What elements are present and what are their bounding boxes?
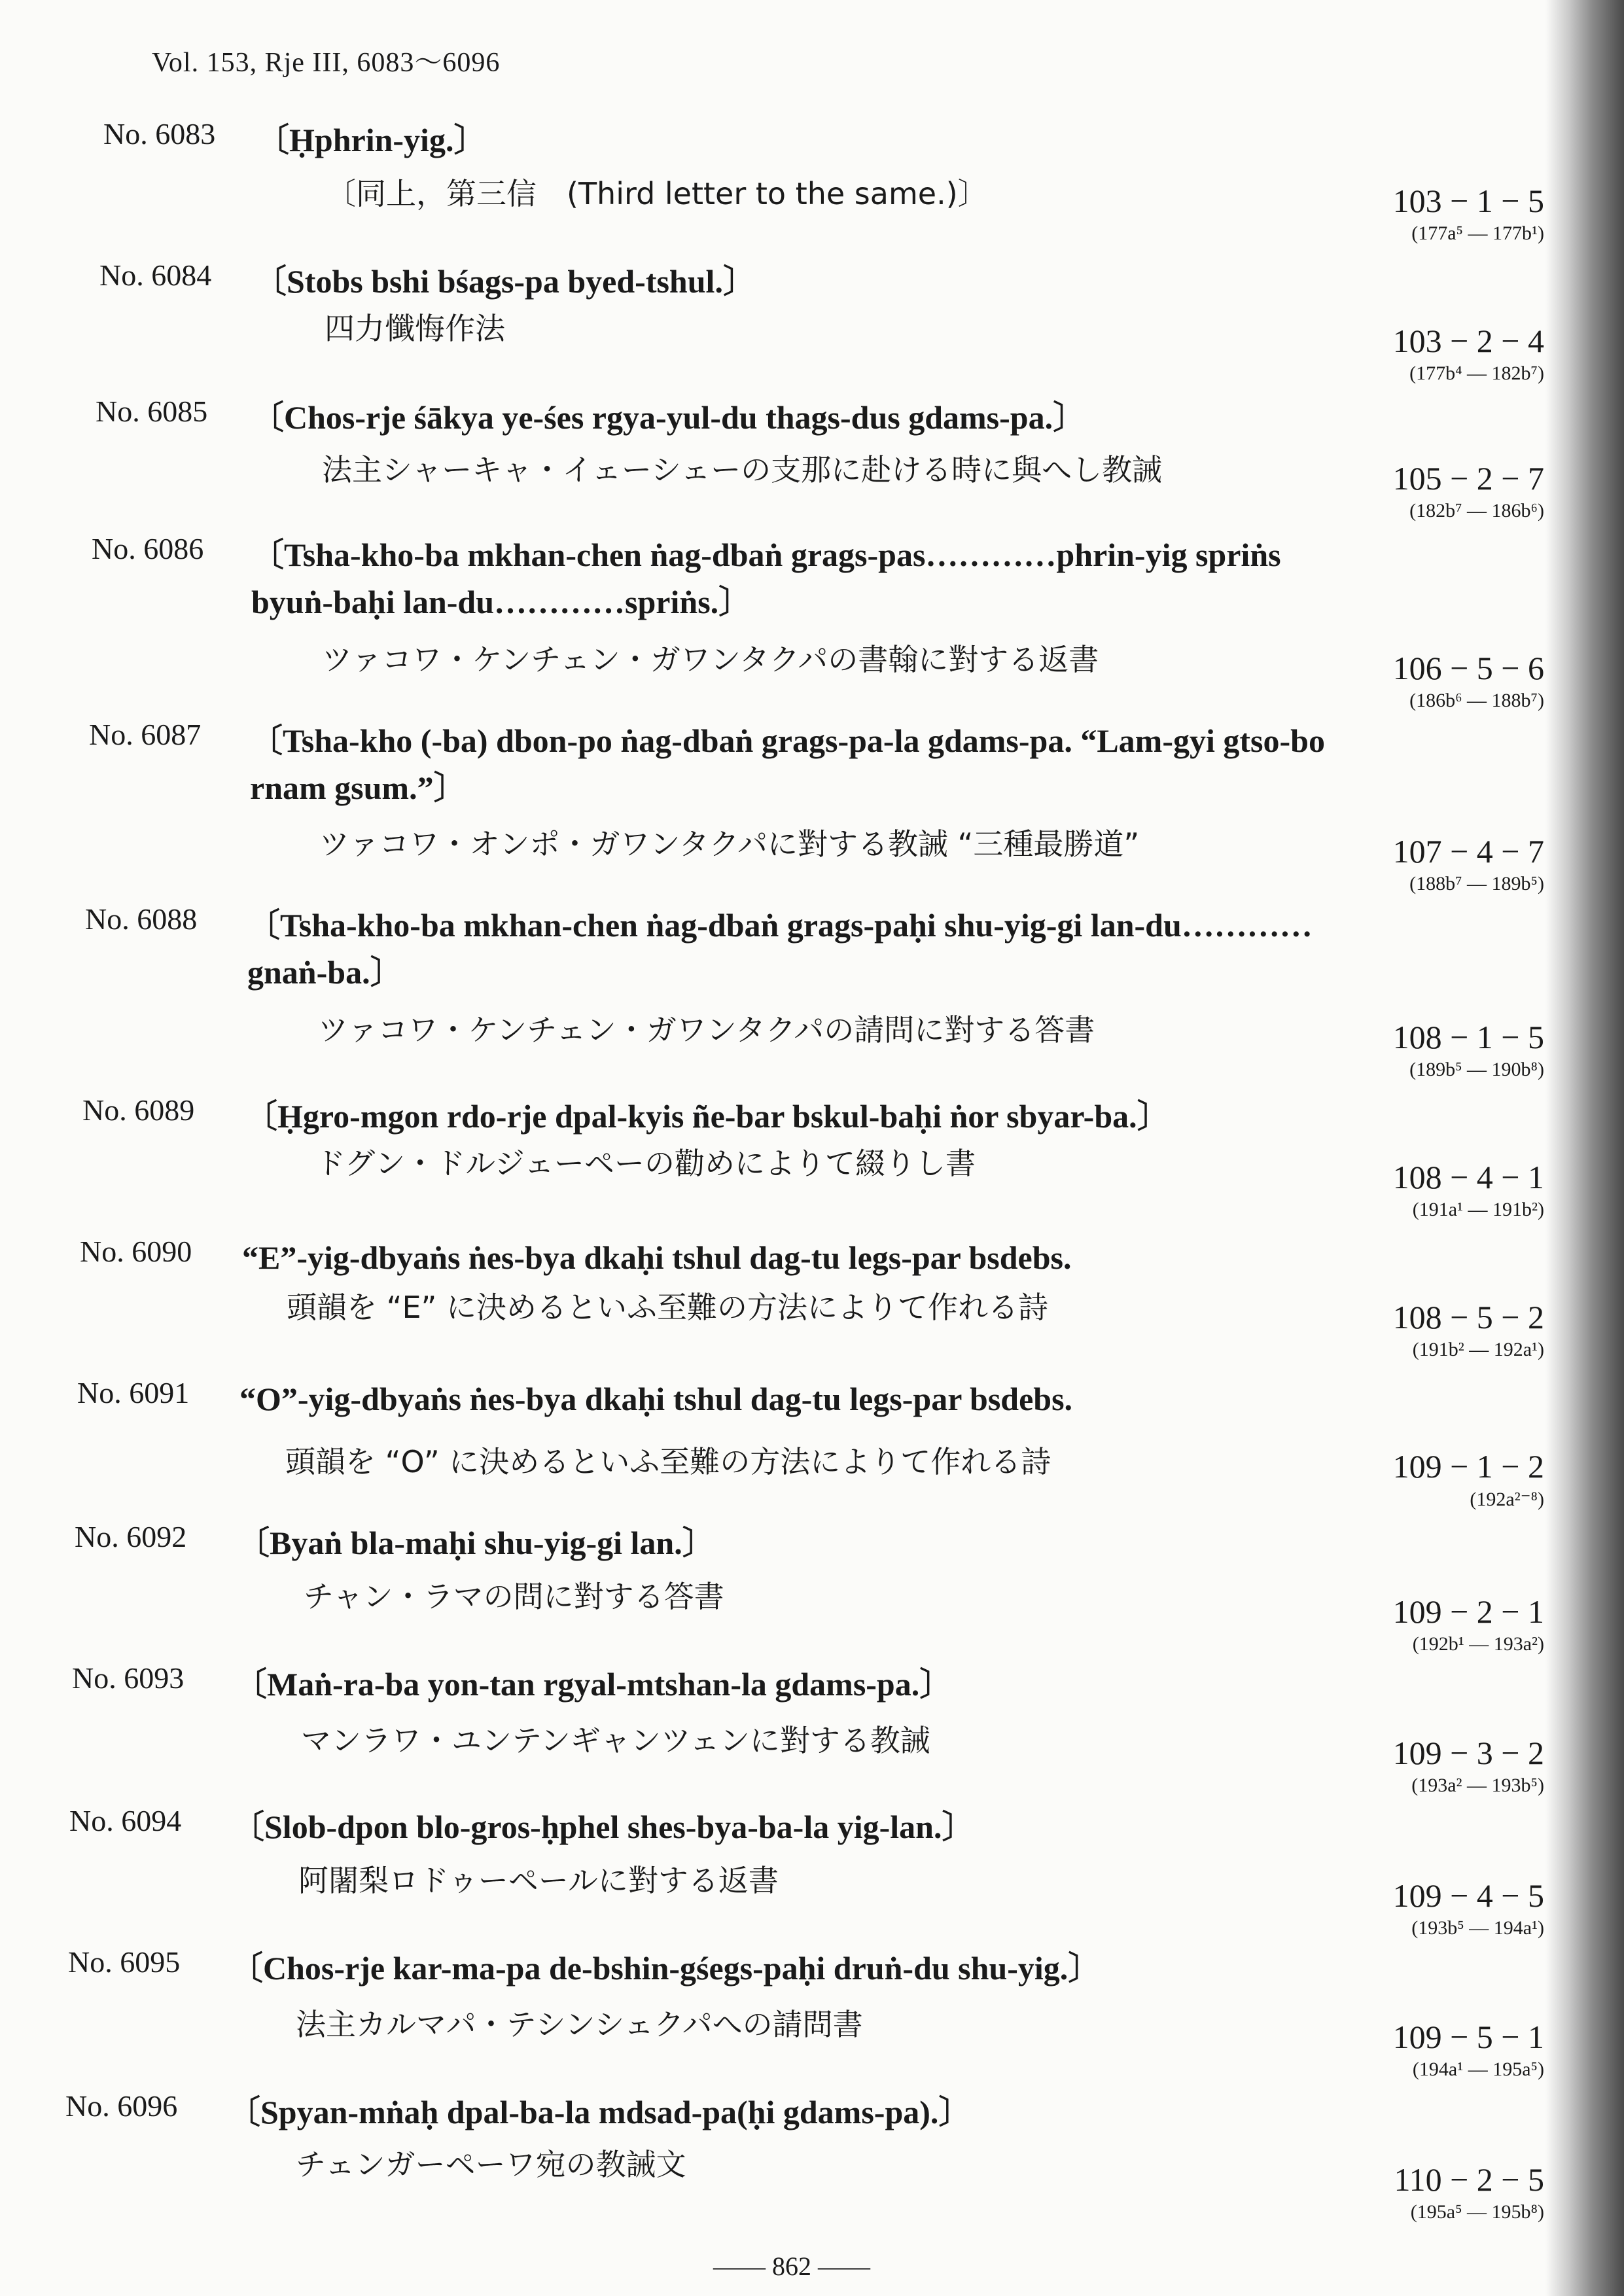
entry-number: No. 6087: [89, 718, 202, 751]
folio-range: (192a²⁻⁸): [1470, 1489, 1544, 1510]
location-number: 109 − 5 − 1: [1392, 2019, 1544, 2055]
location-number: 106 − 5 − 6: [1392, 650, 1544, 686]
entry-japanese-title: 〔同上，第三信 (Third letter to the same.)〕: [326, 176, 988, 211]
location-number: 103 − 2 − 4: [1392, 323, 1544, 359]
entry-number: No. 6090: [80, 1235, 192, 1268]
location-number: 110 − 2 − 5: [1394, 2161, 1544, 2198]
folio-range: (191b² — 192a¹): [1412, 1339, 1544, 1360]
page-number: —— 862 ——: [713, 2252, 870, 2281]
scan-edge-shadow: [1545, 0, 1624, 2296]
folio-range: (177b⁴ — 182b⁷): [1409, 362, 1544, 384]
entry-location: [1328, 1734, 1544, 1797]
entry-number: No. 6089: [82, 1093, 195, 1127]
entry-location: [1328, 459, 1544, 522]
entry-title: 〔Maṅ-ra-ba yon-tan rgyal-mtshan-la gdams-pa.〕: [234, 1666, 953, 1703]
entry-title: 〔Tsha-kho-ba mkhan-chen ṅag-dbaṅ grags-paḥi shu-yig-gi lan-du…………gnaṅ-ba.〕: [247, 907, 1313, 991]
entry-location: [1328, 1298, 1544, 1361]
entry-title: 〔Ḥphrin-yig.〕: [256, 122, 487, 158]
entry-japanese-title: マンラワ・ユンテンギャンツェンに對する教誡: [301, 1723, 930, 1758]
entry-number: No. 6088: [85, 902, 198, 936]
entry-number: No. 6086: [92, 532, 204, 565]
entry-japanese-title: 頭韻を “E” に決めるといふ至難の方法によりて作れる詩: [287, 1290, 1048, 1325]
entry-location: [1328, 1158, 1544, 1221]
location-number: 108 − 4 − 1: [1392, 1159, 1544, 1195]
entry-title: 〔Spyan-mṅaḥ dpal-ba-la mdsad-pa(ḥi gdams-pa).〕: [228, 2094, 972, 2130]
entry-japanese-title: 頭韻を “O” に決めるといふ至難の方法によりて作れる詩: [285, 1444, 1051, 1479]
location-number: 105 − 2 − 7: [1392, 460, 1544, 497]
folio-range: (182b⁷ — 186b⁶): [1409, 500, 1544, 521]
folio-range: (191a¹ — 191b²): [1412, 1199, 1544, 1220]
entry-title: 〔Chos-rje kar-ma-pa de-bshin-gśegs-paḥi druṅ-du shu-yig.〕: [230, 1950, 1101, 1987]
location-number: 108 − 5 − 2: [1392, 1299, 1544, 1335]
folio-range: (188b⁷ — 189b⁵): [1409, 873, 1544, 894]
entry-title: 〔Byaṅ bla-maḥi shu-yig-gi lan.〕: [237, 1525, 715, 1561]
entry-location: [1328, 649, 1544, 712]
folio-range: (186b⁶ — 188b⁷): [1409, 690, 1544, 711]
entry-location: [1328, 1447, 1544, 1511]
entry-japanese-title: 法主カルマパ・テシンシェクパへの請問書: [296, 2007, 863, 2042]
location-number: 107 − 4 − 7: [1392, 833, 1544, 870]
running-head: Vol. 153, Rje III, 6083～6096: [152, 48, 501, 78]
location-number: 109 − 1 − 2: [1392, 1448, 1544, 1485]
entry-location: [1328, 1018, 1544, 1081]
folio-range: (189b⁵ — 190b⁸): [1409, 1059, 1544, 1080]
location-number: 109 − 3 − 2: [1392, 1735, 1544, 1771]
folio-range: (192b¹ — 193a²): [1412, 1633, 1544, 1655]
entry-title: “E”-yig-dbyaṅs ṅes-bya dkaḥi tshul dag-tu legs-par bsdebs.: [242, 1239, 1072, 1276]
location-number: 108 − 1 − 5: [1392, 1019, 1544, 1055]
folio-range: (177a⁵ — 177b¹): [1411, 222, 1544, 244]
entry-title: 〔Chos-rje śākya ye-śes rgya-yul-du thags-dus gdams-pa.〕: [251, 399, 1086, 436]
folio-range: (194a¹ — 195a⁵): [1412, 2058, 1544, 2080]
entry-location: [1328, 2161, 1544, 2223]
entry-title: 〔Stobs bshi bśags-pa byed-tshul.〕: [254, 263, 756, 300]
entry-japanese-title: ツァコワ・ケンチェン・ガワンタクパの請問に對する答書: [318, 1012, 1095, 1048]
entry-location: [1328, 832, 1544, 895]
entry-title: 〔Tsha-kho-ba mkhan-chen ṅag-dbaṅ grags-pas…………phrin-yig spriṅs byuṅ-baḥi lan-du…………spriṅs.〕: [251, 537, 1281, 620]
entry-japanese-title: 法主シャーキャ・イェーシェーの支那に赴ける時に與へし教誡: [322, 452, 1163, 487]
entry-number: No. 6095: [68, 1945, 181, 1979]
entry-location: [1328, 182, 1544, 245]
location-number: 109 − 4 − 5: [1392, 1877, 1544, 1914]
entry-number: No. 6085: [96, 395, 208, 428]
entry-title: 〔Tsha-kho (-ba) dbon-po ṅag-dbaṅ grags-pa-la gdams-pa. “Lam-gyi gtso-bo rnam gsum.”〕: [250, 722, 1325, 806]
entry-japanese-title: 阿闍梨ロドゥーペールに對する返書: [298, 1863, 779, 1898]
entry-japanese-title: ツァコワ・オンポ・ガワンタクパに對する教誡 “三種最勝道”: [319, 826, 1140, 862]
entry-title: “O”-yig-dbyaṅs ṅes-bya dkaḥi tshul dag-tu legs-par bsdebs.: [239, 1381, 1073, 1417]
entry-number: No. 6092: [75, 1520, 187, 1553]
location-number: 103 − 1 − 5: [1392, 183, 1544, 219]
entry-number: No. 6091: [77, 1376, 190, 1409]
entry-number: No. 6093: [72, 1661, 185, 1695]
entry-number: No. 6094: [69, 1804, 182, 1837]
entry-title: 〔Slob-dpon blo-gros-ḥphel shes-bya-ba-la yig-lan.〕: [232, 1809, 975, 1845]
entry-title: 〔Ḥgro-mgon rdo-rje dpal-kyis ñe-bar bskul-baḥi ṅor sbyar-ba.〕: [245, 1098, 1170, 1135]
entry-location: [1328, 322, 1544, 385]
entry-japanese-title: ツァコワ・ケンチェン・ガワンタクパの書翰に對する返書: [322, 642, 1099, 677]
folio-range: (193a² — 193b⁵): [1411, 1775, 1544, 1796]
entry-number: No. 6084: [99, 258, 212, 292]
entry-japanese-title: 四力懺悔作法: [325, 311, 505, 346]
entry-location: [1328, 1877, 1544, 1939]
entry-japanese-title: ドグン・ドルジェーペーの勸めによりて綴りし書: [315, 1146, 976, 1181]
entry-japanese-title: チャン・ラマの問に對する答書: [304, 1579, 724, 1614]
entry-japanese-title: チェンガーペーワ宛の教誡文: [296, 2147, 686, 2182]
entry-location: [1328, 1593, 1544, 1655]
location-number: 109 − 2 − 1: [1392, 1593, 1544, 1630]
entry-number: No. 6083: [103, 117, 216, 150]
entry-number: No. 6096: [65, 2089, 178, 2123]
folio-range: (193b⁵ — 194a¹): [1411, 1917, 1544, 1939]
folio-range: (195a⁵ — 195b⁸): [1410, 2201, 1544, 2223]
entry-location: [1328, 2018, 1544, 2081]
